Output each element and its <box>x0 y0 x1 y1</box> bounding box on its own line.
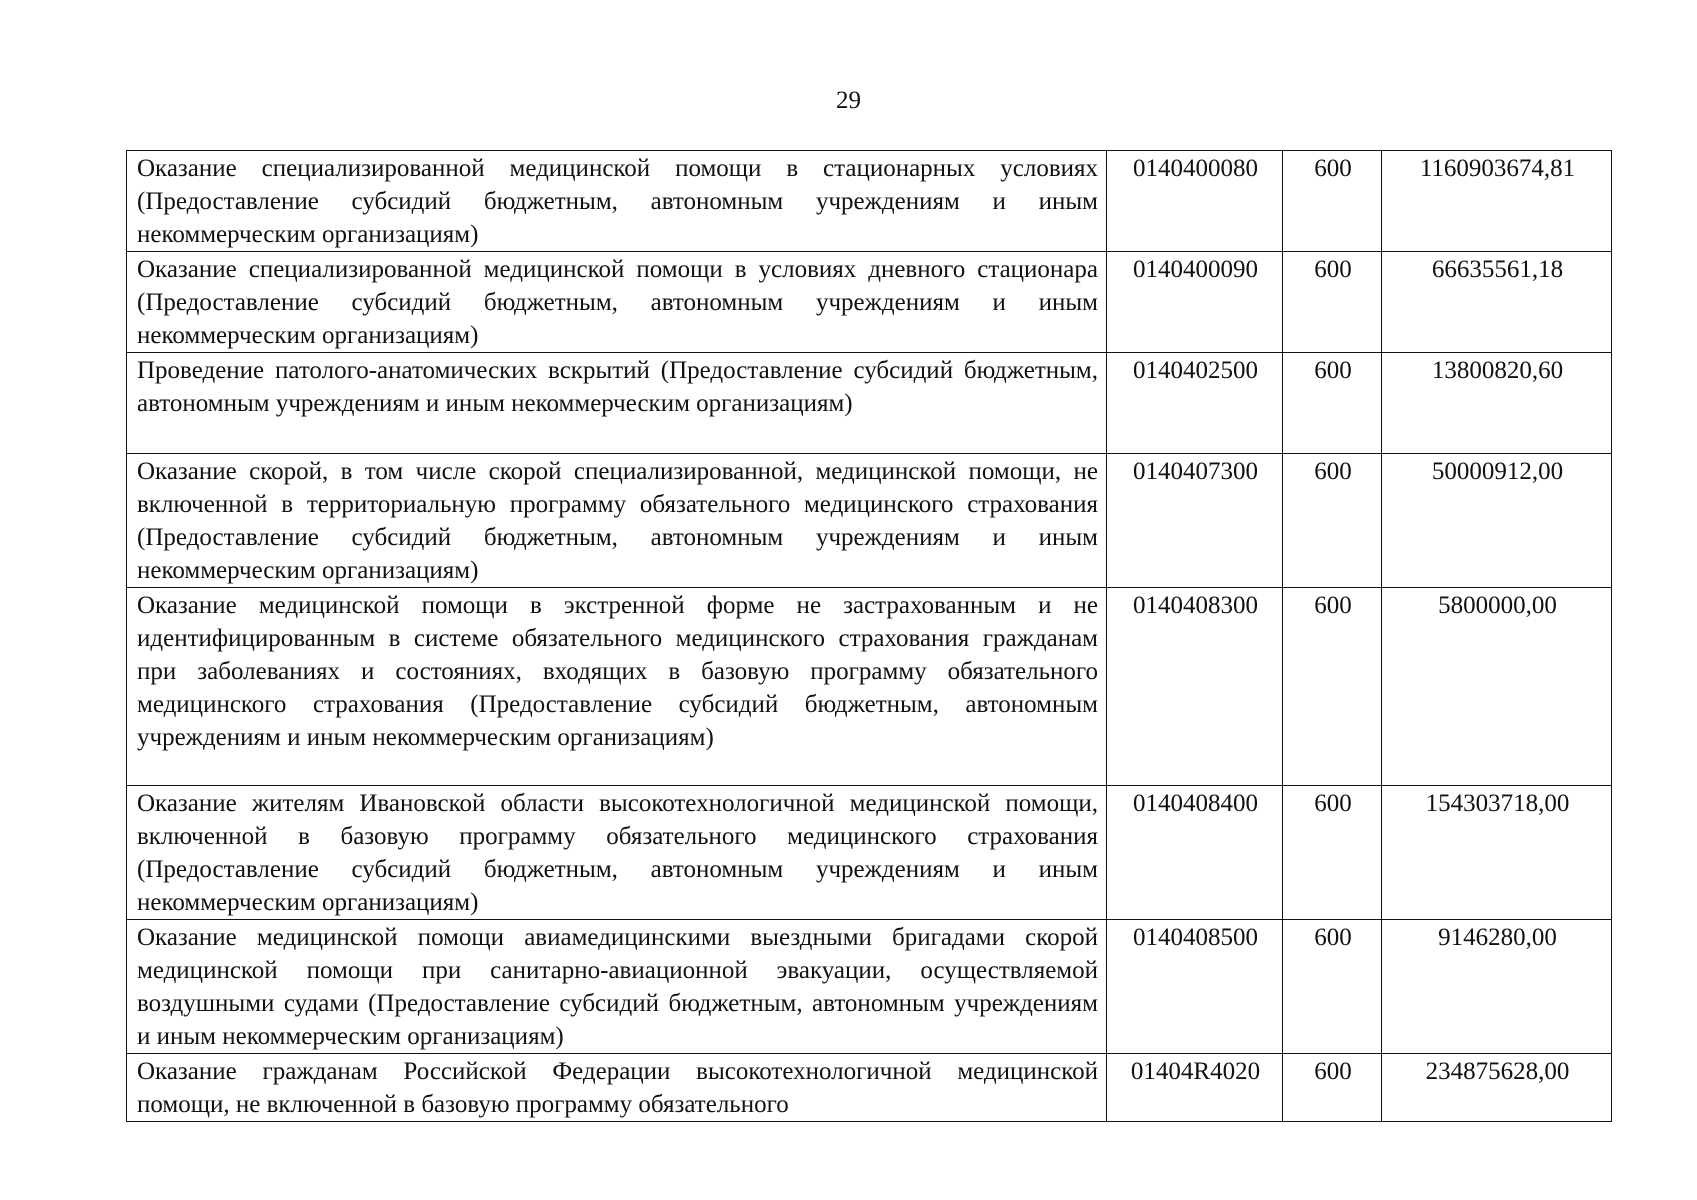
row-target-code: 0140408500 <box>1107 920 1283 1054</box>
table-row <box>127 454 1612 588</box>
row-description: Проведение патолого-анатомических вскрытий (Предоставление субсидий бюджетным, автономным учреждениям и иным некоммерческим организациям) <box>127 353 1107 454</box>
row-target-code: 0140400080 <box>1107 151 1283 252</box>
row-amount: 154303718,00 <box>1382 786 1612 920</box>
table-row <box>127 252 1612 353</box>
page-number: 29 <box>836 87 861 114</box>
row-amount: 13800820,60 <box>1382 353 1612 454</box>
row-amount: 50000912,00 <box>1382 454 1612 588</box>
table-row <box>127 920 1612 1054</box>
row-amount: 234875628,00 <box>1382 1054 1612 1122</box>
row-expense-type: 600 <box>1283 588 1382 786</box>
row-description: Оказание скорой, в том числе скорой специализированной, медицинской помощи, не включенной в территориальную программу обязательного медицинского страхования (Предоставление субсидий бюджетным, автономным учреждениям и иным некоммерческим организациям) <box>127 454 1107 588</box>
row-amount: 1160903674,81 <box>1382 151 1612 252</box>
row-expense-type: 600 <box>1283 786 1382 920</box>
row-target-code: 0140408400 <box>1107 786 1283 920</box>
row-target-code: 0140408300 <box>1107 588 1283 786</box>
table-row <box>127 353 1612 454</box>
table-row <box>127 151 1612 252</box>
row-target-code: 0140402500 <box>1107 353 1283 454</box>
table-row <box>127 588 1612 786</box>
row-expense-type: 600 <box>1283 1054 1382 1122</box>
row-expense-type: 600 <box>1283 920 1382 1054</box>
row-description: Оказание специализированной медицинской помощи в стационарных условиях (Предоставление субсидий бюджетным, автономным учреждениям и иным некоммерческим организациям) <box>127 151 1107 252</box>
budget-table <box>126 150 1612 1122</box>
row-target-code: 0140407300 <box>1107 454 1283 588</box>
row-expense-type: 600 <box>1283 353 1382 454</box>
row-amount: 5800000,00 <box>1382 588 1612 786</box>
row-target-code: 01404R4020 <box>1107 1054 1283 1122</box>
row-expense-type: 600 <box>1283 151 1382 252</box>
row-description: Оказание специализированной медицинской помощи в условиях дневного стационара (Предоставление субсидий бюджетным, автономным учреждениям и иным некоммерческим организациям) <box>127 252 1107 353</box>
table-row <box>127 786 1612 920</box>
row-amount: 66635561,18 <box>1382 252 1612 353</box>
row-expense-type: 600 <box>1283 252 1382 353</box>
row-description: Оказание жителям Ивановской области высокотехнологичной медицинской помощи, включенной в базовую программу обязательного медицинского страхования (Предоставление субсидий бюджетным, автономным учреждениям и иным некоммерческим организациям) <box>127 786 1107 920</box>
row-description: Оказание медицинской помощи в экстренной форме не застрахованным и не идентифицированным в системе обязательного медицинского страхования гражданам при заболеваниях и состояниях, входящих в базовую программу обязательного медицинского страхования (Предоставление субсидий бюджетным, автономным учреждениям и иным некоммерческим организациям) <box>127 588 1107 786</box>
row-amount: 9146280,00 <box>1382 920 1612 1054</box>
table-row <box>127 1054 1612 1122</box>
row-description: Оказание медицинской помощи авиамедицинскими выездными бригадами скорой медицинской помощи при санитарно-авиационной эвакуации, осуществляемой воздушными судами (Предоставление субсидий бюджетным, автономным учреждениям и иным некоммерческим организациям) <box>127 920 1107 1054</box>
row-description: Оказание гражданам Российской Федерации высокотехнологичной медицинской помощи, не включенной в базовую программу обязательного <box>127 1054 1107 1122</box>
row-target-code: 0140400090 <box>1107 252 1283 353</box>
row-expense-type: 600 <box>1283 454 1382 588</box>
